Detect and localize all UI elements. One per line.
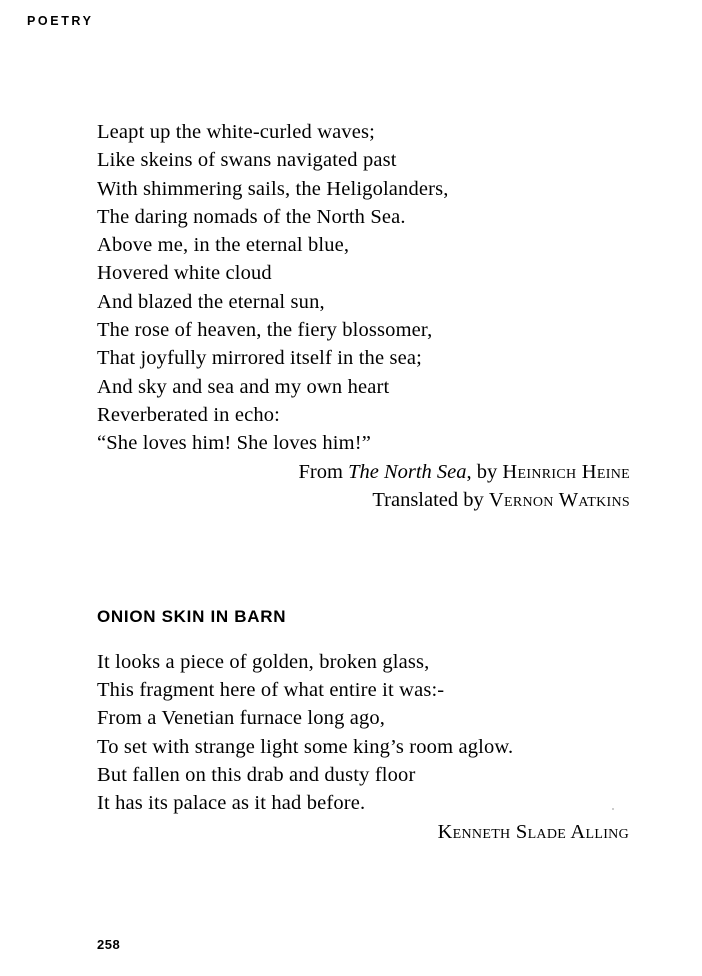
poem-line: It looks a piece of golden, broken glass, [97,650,430,673]
poem-translator-attribution [97,486,637,514]
poem-title: ONION SKIN IN BARN [97,606,287,626]
source-prefix: From [298,461,349,484]
poem-line: And blazed the eternal sun, [97,290,325,313]
poem-line: Like skeins of swans navigated past [97,149,397,172]
running-head: POETRY [27,14,94,28]
poem-line: The daring nomads of the North Sea. [97,205,406,228]
poem-author: Kenneth Slade Alling [437,821,629,844]
poem-line: Hovered white cloud [97,262,272,285]
paper-speck [612,808,614,810]
poem-line: That joyfully mirrored itself in the sea; [97,347,422,370]
page-number: 258 [97,937,121,952]
poem-line: The rose of heaven, the fiery blossomer, [97,319,433,342]
source-title: The North Sea [348,461,467,484]
source-author: Heinrich Heine [502,461,630,484]
poem-onion-skin-in-barn [97,648,637,818]
poem-author-attribution [97,818,637,846]
poem-source-attribution [97,458,637,486]
translator-name: Vernon Watkins [488,489,630,512]
source-byline: , by [466,461,503,484]
poem-line: And sky and sea and my own heart [97,375,390,398]
poem-line: But fallen on this drab and dusty floor [97,763,416,786]
page-body [97,118,637,847]
poem-line: Leapt up the white-curled waves; [97,121,376,143]
poem-line: Reverberated in echo: [97,403,281,426]
poem-line: With shimmering sails, the Heligolanders, [97,177,449,200]
poem-line: It has its palace as it had before. [97,792,366,815]
poem-line: From a Venetian furnace long ago, [97,707,386,730]
poem-line: Above me, in the eternal blue, [97,234,350,257]
poem-line: To set with strange light some king’s room aglow. [97,735,514,758]
poem-line: “She loves him! She loves him!” [97,432,371,455]
translator-prefix: Translated by [372,489,489,512]
poem-heine-excerpt [97,118,637,458]
poem-line: This fragment here of what entire it was:- [97,678,445,701]
